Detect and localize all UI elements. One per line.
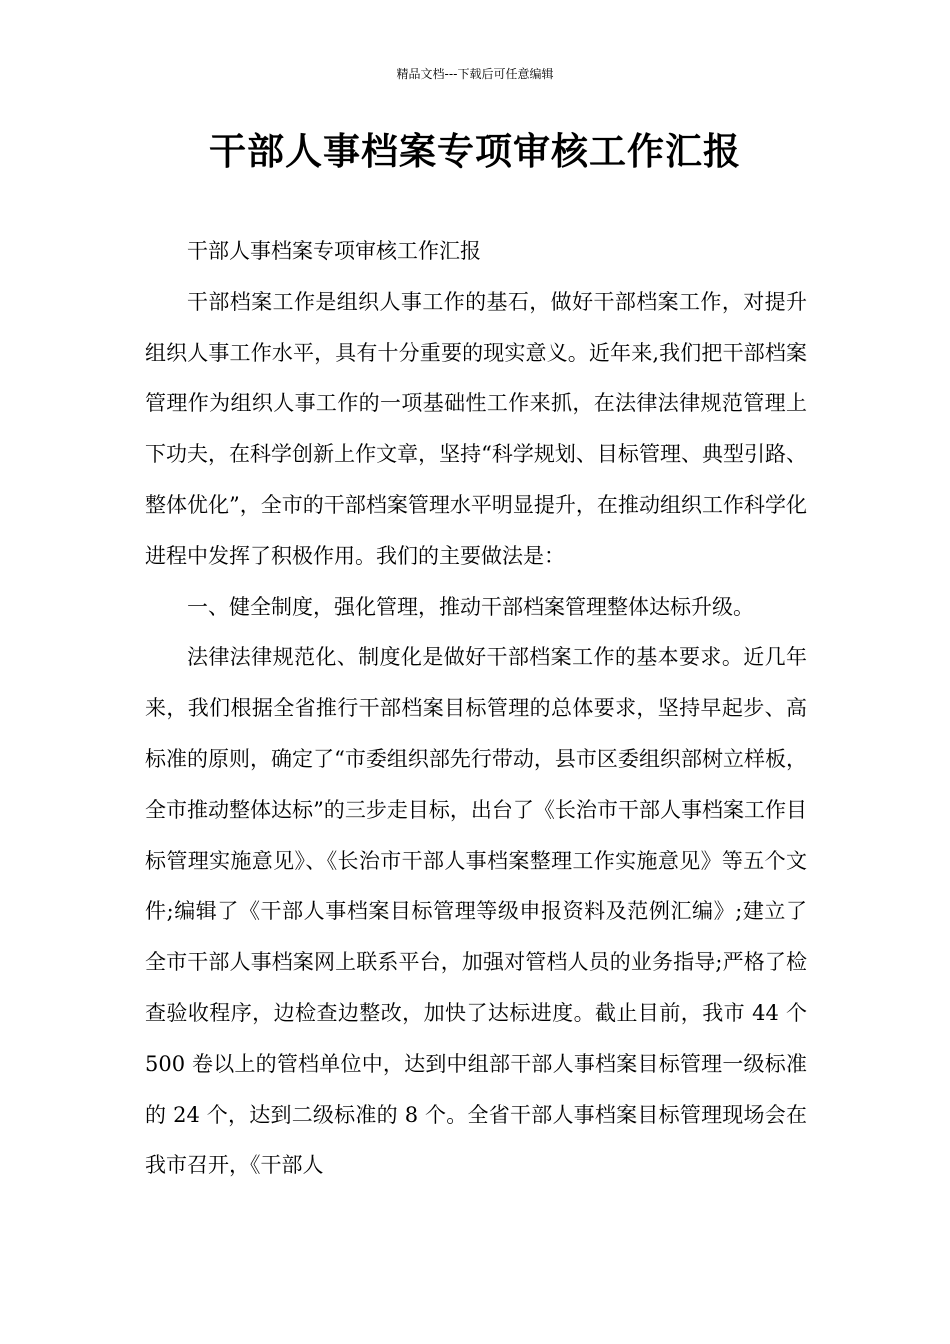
paragraph-section-body: 法律法律规范化、制度化是做好干部档案工作的基本要求。近几年来，我们根据全省推行干部档案目标管理的总体要求，坚持早起步、高标准的原则，确定了“市委组织部先行带动，县市区委组织部树立样板，全市推动整体达标”的三步走目标，出台了《长治市干部人事档案工作目标管理实施意见》、《长治市干部人事档案整理工作实施意见》等五个文件;编辑了《干部人事档案目标管理等级申报资料及范例汇编》;建立了全市干部人事档案网上联系平台，加强对管档人员的业务指导;严格了检查验收程序，边检查边整改，加快了达标进度。截止目前，我市 44 个 500 卷以上的管档单位中，达到中组部干部人事档案目标管理一级标准的 24 个，达到二级标准的 8 个。全省干部人事档案目标管理现场会在我市召开，《干部人 [145,645,807,1178]
paragraph-section-heading: 一、健全制度，强化管理，推动干部档案管理整体达标升级。 [187,594,754,619]
document-title: 干部人事档案专项审核工作汇报 [209,130,741,173]
header-note: 精品文档---下载后可任意编辑 [396,67,554,81]
paragraph-intro: 干部档案工作是组织人事工作的基石，做好干部档案工作，对提升组织人事工作水平，具有十分重要的现实意义。近年来,我们把干部档案管理作为组织人事工作的一项基础性工作来抓，在法律法律规范管理上下功夫，在科学创新上作文章，坚持“科学规划、目标管理、典型引路、整体优化”，全市的干部档案管理水平明显提升，在推动组织工作科学化进程中发挥了积极作用。我们的主要做法是： [145,289,807,568]
document-body [145,226,807,1191]
paragraph-subtitle: 干部人事档案专项审核工作汇报 [187,239,481,263]
